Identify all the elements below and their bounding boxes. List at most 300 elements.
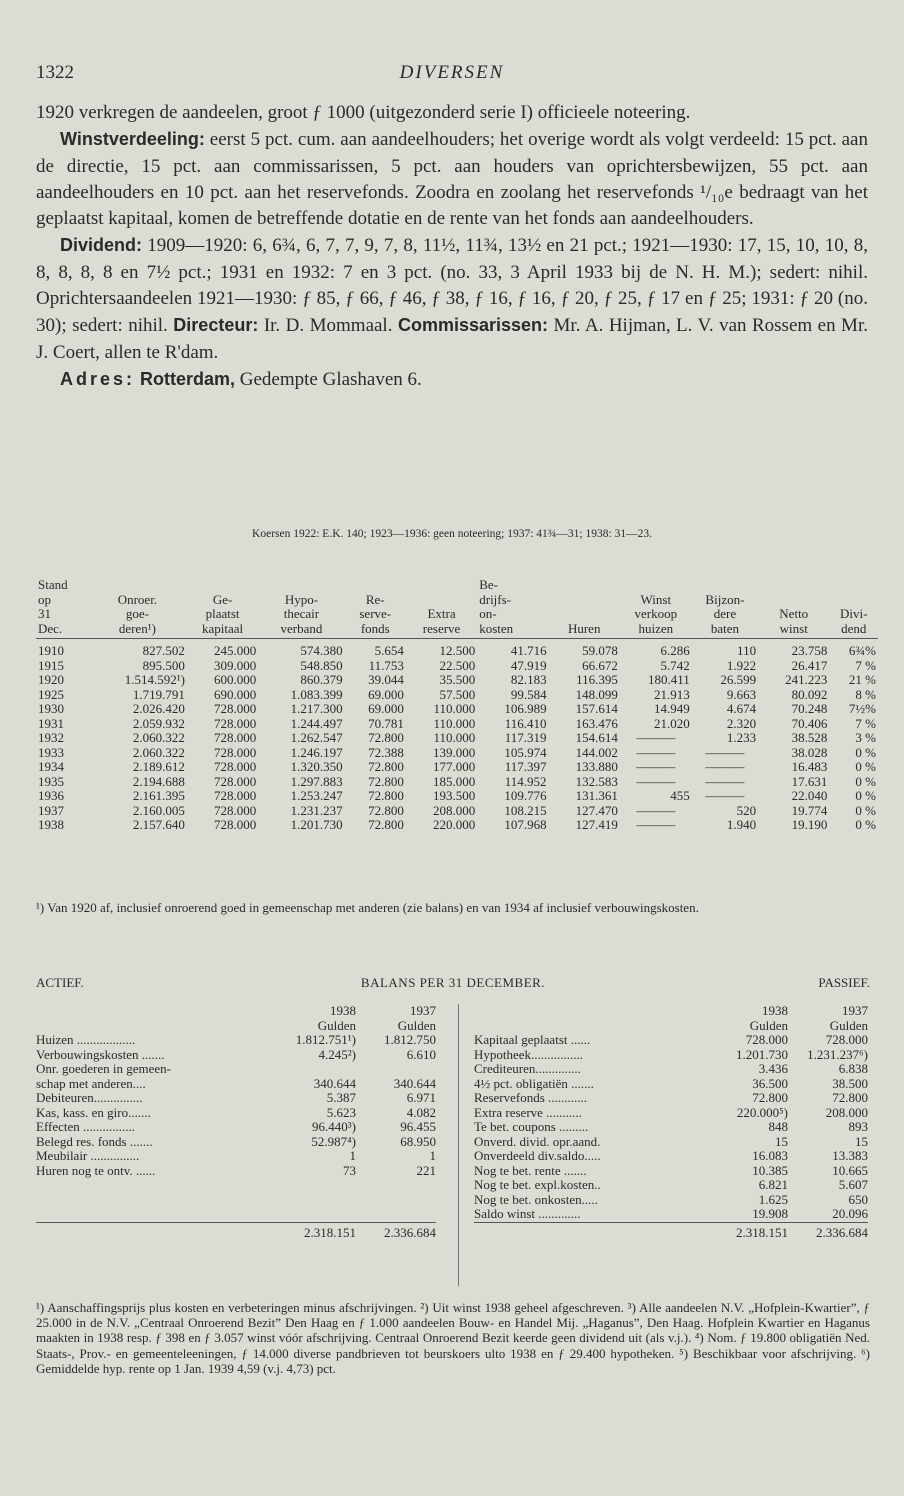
balance-actief bbox=[36, 1004, 436, 1240]
table-cell: 2.320 bbox=[726, 715, 757, 731]
statistics-table-head bbox=[36, 578, 878, 639]
actief-total-row bbox=[36, 1222, 436, 1240]
table-cell: 895.500 bbox=[142, 657, 185, 673]
passief-item: Saldo winst ............. bbox=[474, 1206, 581, 1221]
table-cell: 127.419 bbox=[575, 817, 618, 832]
table-row bbox=[36, 760, 878, 775]
table-row bbox=[36, 673, 878, 688]
statistics-table bbox=[36, 578, 878, 833]
table-cell: 0 % bbox=[855, 744, 876, 760]
passief-item: Kapitaal geplaatst ...... bbox=[474, 1032, 591, 1047]
table-cell: ——— bbox=[636, 802, 676, 818]
page-number: 1322 bbox=[36, 62, 74, 83]
column-header: baten bbox=[692, 622, 758, 639]
table-cell: 5.654 bbox=[374, 643, 404, 658]
table-cell: 72.800 bbox=[368, 773, 404, 789]
passief-heading: PASSIEF. bbox=[818, 975, 870, 990]
actief-value-1937: 6.610 bbox=[406, 1046, 436, 1062]
passief-value-1938: 1.625 bbox=[758, 1191, 788, 1207]
table-cell: 1.246.197 bbox=[290, 744, 343, 760]
passief-value-1937: 208.000 bbox=[825, 1104, 868, 1120]
actief-value-1937: 96.455 bbox=[400, 1119, 436, 1134]
table-cell: 72.800 bbox=[368, 759, 404, 774]
year-1938: 1938 bbox=[330, 1003, 356, 1018]
actief-row bbox=[36, 1077, 436, 1092]
spacer bbox=[474, 1222, 708, 1240]
table-cell: 22.500 bbox=[439, 657, 476, 673]
table-cell: 69.000 bbox=[368, 701, 404, 716]
table-cell: 309.000 bbox=[214, 657, 257, 673]
koersen-line: Koersen 1922: E.K. 140; 1923—1936: geen noteering; 1937: 41¾—31; 1938: 31—23. bbox=[252, 528, 652, 540]
actief-value-1937: 4.082 bbox=[406, 1104, 436, 1120]
passief-value-1937: 5.607 bbox=[838, 1177, 868, 1192]
actief-value-1937: 340.644 bbox=[393, 1075, 436, 1091]
table-cell: 177.000 bbox=[432, 759, 476, 774]
table-cell: 66.672 bbox=[582, 657, 618, 673]
column-header: Netto bbox=[779, 606, 809, 621]
statistics-table-body bbox=[36, 639, 878, 833]
table-cell: 600.000 bbox=[214, 672, 257, 687]
table-cell: 0 % bbox=[855, 802, 876, 818]
table-cell: 827.502 bbox=[142, 643, 185, 658]
actief-item: Huizen .................. bbox=[36, 1032, 136, 1047]
table-footnote: ¹) Van 1920 af, inclusief onroerend goed in gemeenschap met anderen (zie balans) en van 1934 af inclusief verbouwingskosten. bbox=[36, 900, 699, 915]
paragraph-aandeelen: 1920 verkregen de aandeelen, groot ƒ 1000 (uitgezonderd serie I) officieele noteering. bbox=[36, 102, 691, 123]
table-cell: 4.674 bbox=[726, 701, 757, 716]
column-header: winst bbox=[758, 622, 829, 639]
actief-value-1937: 68.950 bbox=[400, 1133, 436, 1149]
table-cell: 11.753 bbox=[368, 657, 404, 673]
column-header bbox=[829, 578, 878, 593]
column-header bbox=[406, 593, 477, 608]
table-cell: 26.599 bbox=[720, 672, 757, 687]
row-year: 1915 bbox=[38, 657, 64, 673]
table-cell: 220.000 bbox=[432, 817, 476, 832]
passief-item: Extra reserve ........... bbox=[474, 1104, 582, 1120]
actief-row bbox=[36, 1106, 436, 1121]
passief-row bbox=[474, 1048, 868, 1063]
table-cell: 574.380 bbox=[300, 643, 343, 658]
table-cell: 116.410 bbox=[504, 715, 547, 731]
actief-value-1937: 1.812.750 bbox=[384, 1032, 436, 1047]
column-header: Divi- bbox=[839, 606, 868, 621]
passief-value-1938: 19.908 bbox=[752, 1206, 788, 1221]
table-cell: 110.000 bbox=[433, 730, 476, 745]
row-year: 1931 bbox=[38, 715, 64, 731]
actief-total-1938: 2.318.151 bbox=[276, 1222, 356, 1240]
passief-value-1937: 10.665 bbox=[832, 1162, 868, 1178]
passief-value-1938: 1.201.730 bbox=[736, 1046, 788, 1062]
actief-value-1938: 340.644 bbox=[313, 1075, 356, 1091]
column-header: serve- bbox=[359, 606, 392, 621]
table-cell: 548.850 bbox=[300, 657, 343, 673]
actief-item: Verbouwingskosten ....... bbox=[36, 1046, 165, 1062]
actief-row bbox=[36, 1048, 436, 1063]
column-header bbox=[692, 578, 758, 593]
table-cell: 70.406 bbox=[791, 715, 828, 731]
table-cell: 80.092 bbox=[791, 686, 828, 702]
table-cell: 139.000 bbox=[432, 744, 476, 760]
row-year: 1932 bbox=[38, 730, 64, 745]
table-cell: 455 bbox=[670, 788, 690, 803]
label-adres: Adres: bbox=[60, 368, 136, 389]
table-cell: 144.002 bbox=[575, 744, 618, 760]
table-cell: 131.361 bbox=[575, 788, 618, 803]
row-year: 1935 bbox=[38, 773, 64, 789]
blank-row bbox=[36, 1207, 436, 1222]
table-cell: 21.020 bbox=[654, 715, 690, 731]
column-header: Onroer. bbox=[117, 591, 158, 607]
passief-value-1937: 893 bbox=[848, 1119, 868, 1134]
passief-total-row bbox=[474, 1222, 868, 1240]
column-header: Ge- bbox=[212, 591, 233, 607]
actief-item: Debiteuren............... bbox=[36, 1090, 143, 1105]
table-cell: ——— bbox=[705, 773, 745, 789]
table-cell: 0 % bbox=[855, 817, 876, 832]
passief-value-1937: 650 bbox=[848, 1191, 868, 1207]
passief-value-1938: 728.000 bbox=[745, 1032, 788, 1047]
balance-unit-row bbox=[474, 1019, 868, 1034]
column-header: kapitaal bbox=[187, 622, 258, 639]
table-cell: 69.000 bbox=[368, 686, 404, 702]
passief-value-1937: 6.838 bbox=[838, 1061, 868, 1076]
table-cell: 82.183 bbox=[510, 672, 547, 687]
table-row bbox=[36, 731, 878, 746]
table-cell: 21 % bbox=[848, 672, 876, 687]
table-cell: 132.583 bbox=[575, 773, 618, 789]
balance-unit-row bbox=[36, 1019, 436, 1034]
actief-value-1938: 5.623 bbox=[326, 1104, 356, 1120]
table-cell: 157.614 bbox=[575, 701, 618, 716]
table-cell: 1.244.497 bbox=[290, 715, 343, 731]
table-header-row bbox=[36, 593, 878, 608]
table-cell: 728.000 bbox=[214, 759, 257, 774]
table-cell: 47.919 bbox=[510, 657, 547, 673]
passief-value-1937: 1.231.237⁶) bbox=[807, 1046, 868, 1062]
actief-value-1937: 1 bbox=[429, 1148, 436, 1163]
column-header bbox=[620, 578, 692, 593]
label-directeur: Directeur: bbox=[173, 315, 259, 336]
column-header: dend bbox=[829, 622, 878, 639]
adres-rest: Gedempte Glashaven 6. bbox=[235, 368, 422, 390]
table-cell: 105.974 bbox=[504, 744, 547, 760]
column-header: on- bbox=[479, 606, 497, 621]
table-cell: 2.161.395 bbox=[132, 788, 185, 803]
passief-total-1937: 2.336.684 bbox=[788, 1222, 868, 1240]
table-cell: 728.000 bbox=[214, 802, 257, 818]
column-header: op bbox=[38, 591, 51, 607]
passief-item: Reservefonds ............ bbox=[474, 1090, 588, 1105]
passief-row bbox=[474, 1106, 868, 1121]
row-year: 1930 bbox=[38, 701, 64, 716]
passief-value-1937: 15 bbox=[855, 1133, 868, 1149]
column-header: Re- bbox=[365, 591, 385, 607]
table-row bbox=[36, 688, 878, 703]
actief-item: Effecten ................ bbox=[36, 1119, 136, 1134]
table-cell: 0 % bbox=[855, 759, 876, 774]
table-cell: 1.297.883 bbox=[290, 773, 343, 789]
column-header: Hypo- bbox=[284, 591, 319, 607]
table-cell: 241.223 bbox=[785, 672, 828, 687]
table-cell: 1.940 bbox=[726, 817, 757, 832]
passief-item: Crediteuren.............. bbox=[474, 1061, 581, 1076]
table-cell: ——— bbox=[705, 788, 745, 803]
table-cell: 2.160.005 bbox=[132, 802, 185, 818]
actief-item: schap met anderen.... bbox=[36, 1075, 146, 1091]
table-cell: 193.500 bbox=[432, 788, 476, 803]
table-cell: 2.060.322 bbox=[132, 730, 185, 745]
table-cell: 2.059.932 bbox=[132, 715, 185, 731]
table-cell: 1.320.350 bbox=[290, 759, 343, 774]
passief-item: Nog te bet. expl.kosten.. bbox=[474, 1177, 601, 1192]
actief-heading: ACTIEF. bbox=[36, 975, 84, 990]
passief-value-1938: 220.000⁵) bbox=[736, 1104, 788, 1120]
row-year: 1938 bbox=[38, 817, 64, 832]
table-cell: 2.060.322 bbox=[132, 744, 185, 760]
table-cell: 41.716 bbox=[510, 643, 547, 658]
table-cell: 1.922 bbox=[726, 657, 757, 673]
table-cell: 72.388 bbox=[368, 744, 404, 760]
table-cell: 39.044 bbox=[368, 672, 404, 687]
passief-row bbox=[474, 1193, 868, 1208]
table-cell: ——— bbox=[636, 744, 676, 760]
balance-divider bbox=[458, 1004, 459, 1286]
passief-value-1937: 38.500 bbox=[832, 1075, 868, 1091]
table-cell: 7½% bbox=[848, 701, 876, 716]
year-1937: 1937 bbox=[410, 1003, 436, 1018]
passief-value-1938: 15 bbox=[775, 1133, 788, 1149]
passief-row bbox=[474, 1091, 868, 1106]
table-cell: 2.026.420 bbox=[132, 701, 185, 716]
table-cell: 110 bbox=[737, 643, 757, 658]
actief-item: Onr. goederen in gemeen- bbox=[36, 1061, 172, 1076]
column-header: goe- bbox=[125, 606, 149, 621]
table-cell: 7 % bbox=[855, 657, 876, 673]
table-row bbox=[36, 702, 878, 717]
table-cell: 99.584 bbox=[510, 686, 547, 702]
column-header bbox=[758, 578, 829, 593]
table-cell: 72.800 bbox=[368, 788, 404, 803]
row-year: 1925 bbox=[38, 686, 64, 702]
table-cell: 57.500 bbox=[439, 686, 476, 702]
actief-value-1937: 221 bbox=[416, 1162, 436, 1178]
table-cell: 17.631 bbox=[791, 773, 828, 789]
balance-passief bbox=[474, 1003, 868, 1240]
actief-row bbox=[36, 1033, 436, 1048]
balance-footnotes: ¹) Aanschaffingsprijs plus kosten en verbeteringen minus afschrijvingen. ²) Uit winst 1938 geheel afgeschreven. ³) Alle aandeelen N.V. „Hofplein-Kwartier”, ƒ 25.000 in de N.V. „Centraal Onroerend Bezit” Den Haag en ƒ 1.000 aandeelen Bouw- en Handel Mij. „Haganus”, Den Haag. Hofplein Kwartier en Haganus maakten in 1938 resp. ƒ 398 en ƒ 3.057 winst vóór afschrijving. Centraal Onroerend Bezit keerde geen dividend uit (als v.j.). ⁴) Nom. ƒ 19.800 obligatiën Ned. Staats-, Prov.- en gemeenteleeningen, ƒ 14.000 diverse pandbrieven tot beurskoers ulto 1938 en ƒ 29.400 hypotheken. ⁵) Beschikbaar voor afschrijving. ⁶) Gemiddelde hyp. rente op 1 Jan. 1939 4,59 (v.j. 4,73) pct. bbox=[36, 1300, 870, 1376]
table-cell: 59.078 bbox=[582, 643, 618, 658]
column-header: reserve bbox=[406, 622, 477, 639]
unit-label: Gulden bbox=[829, 1017, 868, 1033]
passief-value-1938: 6.821 bbox=[758, 1177, 788, 1192]
blank-row bbox=[36, 1178, 436, 1193]
table-cell: ——— bbox=[636, 817, 676, 832]
table-cell: 14.949 bbox=[654, 701, 690, 716]
passief-row bbox=[474, 1033, 868, 1048]
table-cell: ——— bbox=[636, 773, 676, 789]
table-cell: 22.040 bbox=[791, 788, 828, 803]
table-cell: 180.411 bbox=[647, 672, 690, 687]
text-dividend: 1909—1920: 6, 6¾, 6, 7, 7, 9, 7, 8, 11½, 11¾, 13½ en 21 pct.; 1921—1930: 17, 15, 10, 10, 8, 8, 8, 8, 8 en 7½ pct.; 1931 en 1932: 7 en 3 pct. (no. 33, 3 April 1933 bij de N. H. M.); sedert: nihil. Oprichtersaandeelen 1921—1930: ƒ 85, ƒ 66, ƒ 46, ƒ 38, ƒ 16, ƒ 16, ƒ 20, ƒ 25, ƒ 17 en ƒ 25; 1931: ƒ 20 (no. 30); sedert: nihil. bbox=[36, 235, 868, 337]
table-cell: 21.913 bbox=[654, 686, 690, 702]
row-year: 1936 bbox=[38, 788, 64, 803]
table-cell: 0 % bbox=[855, 788, 876, 803]
table-row bbox=[36, 717, 878, 732]
table-cell: ——— bbox=[705, 759, 745, 774]
passief-row bbox=[474, 1149, 868, 1164]
table-cell: 728.000 bbox=[214, 715, 257, 731]
table-cell: 106.989 bbox=[504, 701, 547, 716]
page-header bbox=[36, 62, 868, 90]
passief-item: Hypotheek................ bbox=[474, 1046, 584, 1062]
table-cell: 0 % bbox=[855, 773, 876, 789]
table-cell: 154.614 bbox=[575, 730, 618, 745]
column-header: verband bbox=[258, 622, 344, 639]
actief-row bbox=[36, 1062, 436, 1077]
passief-row bbox=[474, 1135, 868, 1150]
table-cell: 728.000 bbox=[214, 701, 257, 716]
passief-row bbox=[474, 1120, 868, 1135]
table-cell: 690.000 bbox=[214, 686, 257, 702]
table-row bbox=[36, 804, 878, 819]
table-cell: 38.028 bbox=[791, 744, 828, 760]
passief-value-1938: 36.500 bbox=[752, 1075, 788, 1091]
column-header bbox=[187, 578, 258, 593]
column-header: dere bbox=[713, 606, 737, 621]
row-year: 1920 bbox=[38, 672, 64, 687]
actief-row bbox=[36, 1149, 436, 1164]
column-header bbox=[549, 593, 620, 608]
table-cell: 23.758 bbox=[791, 643, 828, 658]
passief-row bbox=[474, 1164, 868, 1179]
table-cell: 133.880 bbox=[575, 759, 618, 774]
column-header: Dec. bbox=[36, 622, 88, 639]
actief-value-1938 bbox=[276, 1062, 356, 1077]
passief-value-1938: 3.436 bbox=[758, 1061, 788, 1076]
table-cell: 70.248 bbox=[791, 701, 828, 716]
year-1938: 1938 bbox=[762, 1003, 788, 1018]
unit-label: Gulden bbox=[397, 1017, 436, 1033]
table-cell: 1.217.300 bbox=[290, 701, 343, 716]
actief-value-1938: 1.812.751¹) bbox=[295, 1032, 356, 1047]
table-cell: 114.952 bbox=[504, 773, 547, 789]
actief-total-1937: 2.336.684 bbox=[356, 1222, 436, 1240]
column-header: Extra bbox=[427, 606, 456, 621]
table-cell: 26.417 bbox=[791, 657, 828, 673]
table-cell: 1.233 bbox=[726, 730, 757, 745]
table-row bbox=[36, 659, 878, 674]
column-header bbox=[829, 593, 878, 608]
row-year: 1937 bbox=[38, 802, 64, 818]
table-cell: 117.397 bbox=[504, 759, 547, 774]
passief-value-1938: 16.083 bbox=[752, 1148, 788, 1163]
column-header bbox=[549, 607, 620, 622]
table-cell: 728.000 bbox=[214, 817, 257, 832]
column-header: Huren bbox=[549, 622, 620, 639]
table-cell: 110.000 bbox=[433, 701, 476, 716]
table-cell: 148.099 bbox=[575, 686, 618, 702]
table-cell: 728.000 bbox=[214, 773, 257, 789]
passief-value-1937: 72.800 bbox=[832, 1090, 868, 1105]
table-cell: ——— bbox=[705, 744, 745, 760]
text-commissarissen: Mr. A. Hijman, L. V. van Rossem en Mr. J. Coert, allen te R'dam. bbox=[36, 315, 868, 363]
passief-item: Te bet. coupons ......... bbox=[474, 1119, 589, 1134]
table-cell: ——— bbox=[636, 730, 676, 745]
table-cell: 7 % bbox=[855, 715, 876, 731]
paragraph-adres bbox=[36, 366, 868, 393]
spacer bbox=[474, 1019, 708, 1034]
table-cell: 70.781 bbox=[368, 715, 404, 731]
body-text bbox=[36, 100, 868, 393]
table-cell: 1.231.237 bbox=[290, 802, 343, 818]
unit-label: Gulden bbox=[749, 1017, 788, 1033]
table-cell: 185.000 bbox=[432, 773, 476, 789]
actief-value-1938: 4.245²) bbox=[318, 1046, 356, 1062]
balance-heading bbox=[36, 975, 870, 993]
table-cell: 6¾% bbox=[848, 643, 876, 658]
label-dividend: Dividend: bbox=[60, 235, 143, 256]
running-title: DIVERSEN bbox=[399, 62, 505, 83]
table-row bbox=[36, 789, 878, 804]
table-cell: 5.742 bbox=[660, 657, 690, 673]
column-header bbox=[406, 578, 477, 593]
label-commissarissen: Commissarissen: bbox=[397, 315, 549, 336]
table-cell: 16.483 bbox=[791, 759, 828, 774]
table-cell: 728.000 bbox=[214, 788, 257, 803]
column-header: huizen bbox=[620, 622, 692, 639]
table-cell: 117.319 bbox=[504, 730, 547, 745]
passief-row bbox=[474, 1178, 868, 1193]
table-cell: 38.528 bbox=[791, 730, 828, 745]
column-header: drijfs- bbox=[479, 591, 512, 607]
actief-item: Belegd res. fonds ....... bbox=[36, 1133, 153, 1149]
column-header: thecair bbox=[283, 606, 320, 621]
passief-total-1938: 2.318.151 bbox=[708, 1222, 788, 1240]
table-cell: 2.194.688 bbox=[132, 773, 185, 789]
table-cell: 72.800 bbox=[368, 817, 404, 832]
column-header bbox=[345, 578, 406, 593]
actief-value-1937 bbox=[356, 1062, 436, 1077]
column-header: Bijzon- bbox=[705, 591, 745, 607]
passief-row bbox=[474, 1207, 868, 1222]
passief-value-1937: 13.383 bbox=[832, 1148, 868, 1163]
column-header bbox=[758, 593, 829, 608]
passief-row bbox=[474, 1077, 868, 1092]
table-cell: 245.000 bbox=[214, 643, 257, 658]
row-year: 1933 bbox=[38, 744, 64, 760]
table-cell: 208.000 bbox=[432, 802, 476, 818]
balance-year-row bbox=[36, 1004, 436, 1019]
actief-value-1938: 1 bbox=[349, 1148, 356, 1163]
actief-item: Huren nog te ontv. ...... bbox=[36, 1162, 156, 1178]
table-cell: 2.189.612 bbox=[132, 759, 185, 774]
table-cell: 860.379 bbox=[300, 672, 343, 687]
column-header: Stand bbox=[38, 577, 68, 592]
column-header: 31 bbox=[38, 606, 51, 621]
label-winstverdeeling: Winstverdeeling: bbox=[60, 129, 205, 150]
table-cell: 1.719.791 bbox=[132, 686, 185, 702]
table-cell: 1.083.399 bbox=[290, 686, 343, 702]
actief-item: Meubilair ............... bbox=[36, 1148, 140, 1163]
paragraph-winstverdeeling bbox=[36, 126, 868, 232]
table-cell: 1.253.247 bbox=[290, 788, 343, 803]
table-cell: 116.395 bbox=[576, 672, 618, 687]
column-header: plaatst bbox=[205, 606, 240, 621]
table-cell: 520 bbox=[736, 802, 757, 818]
table-cell: 109.776 bbox=[504, 788, 547, 803]
table-cell: 8 % bbox=[855, 686, 876, 702]
actief-value-1937: 6.971 bbox=[406, 1090, 436, 1105]
